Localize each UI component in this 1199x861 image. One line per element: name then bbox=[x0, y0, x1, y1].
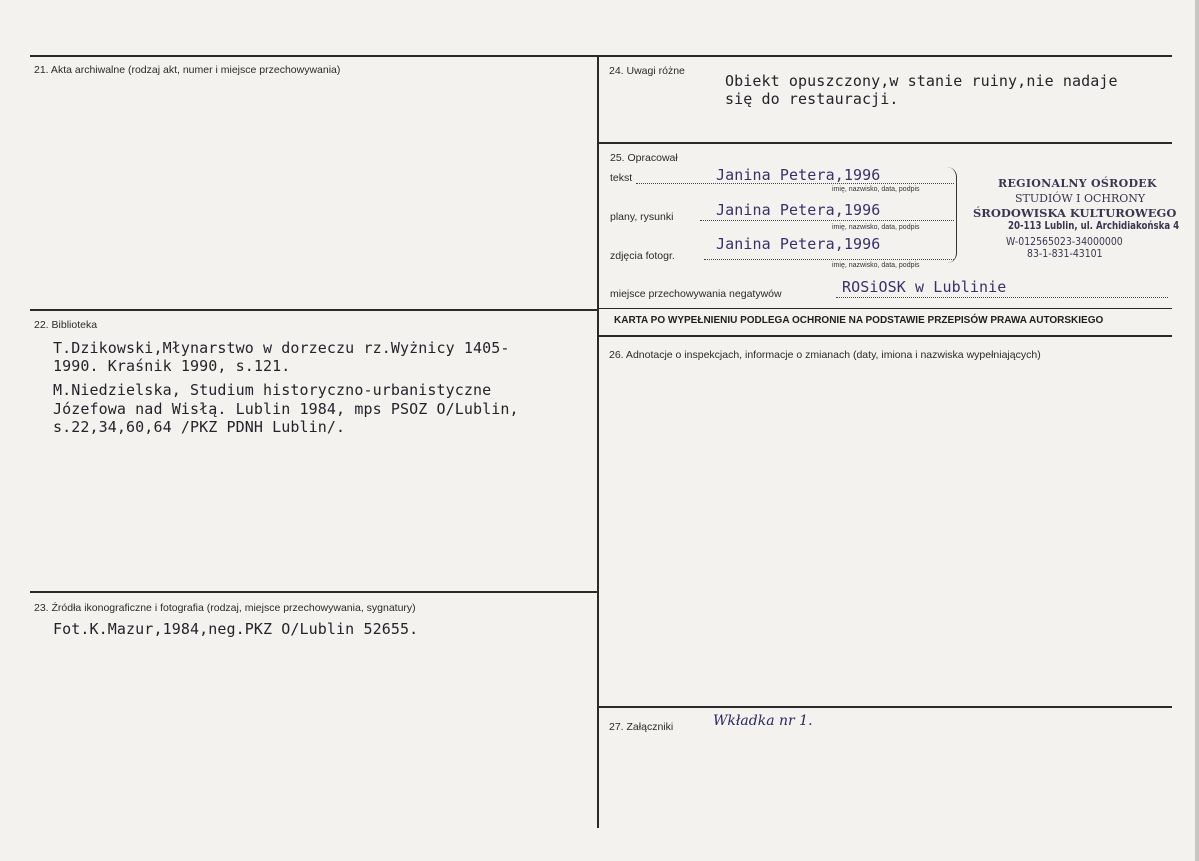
zdjecia-dotted-line bbox=[704, 259, 954, 260]
stamp-line-1: REGIONALNY OŚRODEK bbox=[998, 177, 1157, 190]
rule-26-27 bbox=[598, 706, 1172, 708]
remarks-line-2: się do restauracji. bbox=[725, 90, 899, 108]
section-26-label: 26. Adnotacje o inspekcjach, informacje o zmianach (daty, imiona i nazwiska wypełniających) bbox=[609, 349, 1041, 361]
plany-value: Janina Petera,1996 bbox=[716, 201, 881, 219]
section-27-label: 27. Załączniki bbox=[609, 721, 674, 733]
section-23-label: 23. Źródła ikonograficzne i fotografia (rodzaj, miejsce przechowywania, sygnatury) bbox=[34, 602, 416, 614]
top-rule-right bbox=[598, 55, 1172, 57]
rule-21-22 bbox=[30, 309, 598, 311]
section-22-label: 22. Biblioteka bbox=[34, 319, 98, 331]
negatives-value: ROSiOSK w Lublinie bbox=[842, 278, 1007, 296]
stamp-line-3: ŚRODOWISKA KULTUROWEGO bbox=[973, 206, 1177, 220]
stamp-line-4: 20-113 Lublin, ul. Archidiakońska 4 bbox=[1008, 220, 1180, 232]
library-line-5: s.22,34,60,64 /PKZ PDNH Lublin/. bbox=[53, 418, 346, 436]
negatives-label: miejsce przechowywania negatywów bbox=[610, 288, 782, 300]
zdjecia-hint: imię, nazwisko, data, podpis bbox=[832, 262, 920, 269]
remarks-line-1: Obiekt opuszczony,w stanie ruiny,nie nadaje bbox=[725, 72, 1118, 90]
plany-hint: imię, nazwisko, data, podpis bbox=[832, 224, 920, 231]
stamp-line-2: STUDIÓW I OCHRONY bbox=[1015, 192, 1146, 205]
section-24-label: 24. Uwagi różne bbox=[609, 65, 685, 77]
top-rule-left bbox=[30, 55, 598, 57]
plany-label: plany, rysunki bbox=[610, 211, 674, 223]
section-25-label: 25. Opracował bbox=[610, 152, 678, 164]
plany-dotted-line bbox=[700, 220, 954, 221]
zdjecia-value: Janina Petera,1996 bbox=[716, 235, 881, 253]
rule-22-23 bbox=[30, 591, 598, 593]
tekst-hint: imię, nazwisko, data, podpis bbox=[832, 186, 920, 193]
stamp-line-6: 83-1-831-43101 bbox=[1027, 247, 1103, 260]
stamp-line-5: W-012565023-34000000 bbox=[1006, 235, 1123, 248]
library-line-3: M.Niedzielska, Studium historyczno-urbanistyczne bbox=[53, 381, 492, 399]
iconography-text: Fot.K.Mazur,1984,neg.PKZ O/Lublin 52655. bbox=[53, 620, 419, 638]
rule-25-bottom bbox=[598, 308, 1172, 309]
section-21-label: 21. Akta archiwalne (rodzaj akt, numer i miejsce przechowywania) bbox=[34, 64, 341, 76]
library-line-2: 1990. Kraśnik 1990, s.121. bbox=[53, 357, 291, 375]
negatives-dotted-line bbox=[836, 297, 1168, 298]
rule-25-26 bbox=[598, 335, 1172, 337]
card-edge bbox=[1195, 0, 1199, 861]
tekst-value: Janina Petera,1996 bbox=[716, 166, 881, 184]
library-line-1: T.Dzikowski,Młynarstwo w dorzeczu rz.Wyżnicy 1405- bbox=[53, 339, 510, 357]
tekst-label: tekst bbox=[610, 172, 633, 184]
authors-brace bbox=[946, 167, 957, 263]
zdjecia-label: zdjęcia fotogr. bbox=[610, 250, 675, 262]
attachments-value: Wkładka nr 1. bbox=[713, 713, 813, 729]
rule-24-25 bbox=[598, 142, 1172, 144]
library-line-4: Józefowa nad Wisłą. Lublin 1984, mps PSOZ O/Lublin, bbox=[53, 400, 519, 418]
column-divider bbox=[597, 55, 599, 828]
copyright-notice: KARTA PO WYPEŁNIENIU PODLEGA OCHRONIE NA PODSTAWIE PRZEPISÓW PRAWA AUTORSKIEGO bbox=[614, 315, 1104, 326]
